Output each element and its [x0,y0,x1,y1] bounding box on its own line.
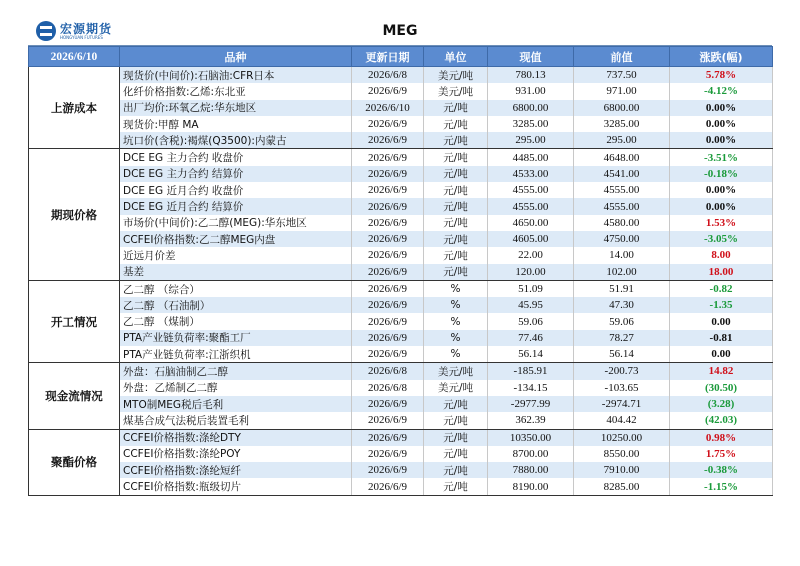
unit-cell: % [424,280,488,297]
table-row [29,116,773,132]
change-cell: 0.00% [670,182,773,198]
update-date-cell: 2026/6/9 [352,116,424,132]
previous-value-cell: 6800.00 [574,100,670,116]
previous-value-cell: -2974.71 [574,396,670,412]
current-value-cell: 4485.00 [488,149,574,166]
previous-value-cell: 51.91 [574,280,670,297]
previous-value-cell: 3285.00 [574,116,670,132]
category-cell: 开工情况 [29,280,120,362]
previous-value-cell: 102.00 [574,264,670,281]
table-row [29,215,773,231]
change-cell: (3.28) [670,396,773,412]
unit-cell: 美元/吨 [424,380,488,396]
update-date-cell: 2026/6/9 [352,132,424,149]
unit-cell: 元/吨 [424,231,488,247]
report-title: MEG [382,23,418,39]
current-value-cell: 295.00 [488,132,574,149]
update-date-cell: 2026/6/9 [352,182,424,198]
table-row [29,83,773,99]
change-cell: 0.98% [670,429,773,446]
change-cell: -1.35 [670,297,773,313]
change-cell: 1.75% [670,446,773,462]
table-body [29,67,773,496]
update-date-cell: 2026/6/9 [352,231,424,247]
table-row [29,412,773,429]
current-value-cell: 6800.00 [488,100,574,116]
table-row [29,198,773,214]
previous-value-cell: -103.65 [574,380,670,396]
table-row [29,478,773,495]
previous-value-cell: 56.14 [574,346,670,363]
current-value-cell: 10350.00 [488,429,574,446]
update-date-cell: 2026/6/9 [352,280,424,297]
table-row [29,247,773,263]
change-cell: 0.00% [670,198,773,214]
report-sheet [28,17,772,496]
unit-cell: 元/吨 [424,412,488,429]
header-current: 现值 [488,47,574,67]
unit-cell: % [424,297,488,313]
table-row [29,429,773,446]
update-date-cell: 2026/6/9 [352,446,424,462]
update-date-cell: 2026/6/9 [352,412,424,429]
item-name-cell: 乙二醇 （综合） [120,280,352,297]
change-cell: (30.50) [670,380,773,396]
update-date-cell: 2026/6/9 [352,462,424,478]
change-cell: -4.12% [670,83,773,99]
current-value-cell: 8190.00 [488,478,574,495]
table-row [29,297,773,313]
previous-value-cell: 14.00 [574,247,670,263]
unit-cell: 元/吨 [424,462,488,478]
previous-value-cell: 4555.00 [574,198,670,214]
item-name-cell: PTA产业链负荷率:聚酯工厂 [120,330,352,346]
item-name-cell: DCE EG 主力合约 结算价 [120,166,352,182]
item-name-cell: 外盘：乙烯制乙二醇 [120,380,352,396]
item-name-cell: 出厂均价:环氧乙烷:华东地区 [120,100,352,116]
item-name-cell: MTO制MEG税后毛利 [120,396,352,412]
item-name-cell: 基差 [120,264,352,281]
current-value-cell: 59.06 [488,313,574,329]
table-row [29,182,773,198]
previous-value-cell: 78.27 [574,330,670,346]
item-name-cell: 现货价(中间价):石脑油:CFR日本 [120,67,352,84]
change-cell: 14.82 [670,363,773,380]
change-cell: 18.00 [670,264,773,281]
report-header [28,17,772,46]
update-date-cell: 2026/6/9 [352,198,424,214]
update-date-cell: 2026/6/9 [352,330,424,346]
unit-cell: % [424,346,488,363]
previous-value-cell: 4580.00 [574,215,670,231]
current-value-cell: 120.00 [488,264,574,281]
previous-value-cell: 4541.00 [574,166,670,182]
current-value-cell: 362.39 [488,412,574,429]
table-row [29,132,773,149]
category-cell: 期现价格 [29,149,120,280]
current-value-cell: 4605.00 [488,231,574,247]
update-date-cell: 2026/6/9 [352,264,424,281]
table-row [29,380,773,396]
current-value-cell: 931.00 [488,83,574,99]
table-row [29,330,773,346]
logo-subtext: HONGYUAN FUTURES [60,34,103,40]
previous-value-cell: 971.00 [574,83,670,99]
update-date-cell: 2026/6/8 [352,380,424,396]
unit-cell: 元/吨 [424,182,488,198]
data-table [28,46,773,496]
table-row [29,166,773,182]
previous-value-cell: 7910.00 [574,462,670,478]
current-value-cell: 8700.00 [488,446,574,462]
item-name-cell: CCFEI价格指数:涤纶POY [120,446,352,462]
current-value-cell: 4650.00 [488,215,574,231]
update-date-cell: 2026/6/9 [352,83,424,99]
unit-cell: 美元/吨 [424,67,488,84]
previous-value-cell: 295.00 [574,132,670,149]
change-cell: 0.00% [670,116,773,132]
unit-cell: 元/吨 [424,100,488,116]
previous-value-cell: 59.06 [574,313,670,329]
category-cell: 现金流情况 [29,363,120,429]
previous-value-cell: -200.73 [574,363,670,380]
item-name-cell: 坑口价(含税):褐煤(Q3500):内蒙古 [120,132,352,149]
header-date: 2026/6/10 [29,47,120,67]
current-value-cell: 780.13 [488,67,574,84]
current-value-cell: 56.14 [488,346,574,363]
unit-cell: 元/吨 [424,478,488,495]
current-value-cell: 4533.00 [488,166,574,182]
unit-cell: 元/吨 [424,166,488,182]
header-unit: 单位 [424,47,488,67]
previous-value-cell: 47.30 [574,297,670,313]
previous-value-cell: 8550.00 [574,446,670,462]
item-name-cell: 市场价(中间价):乙二醇(MEG):华东地区 [120,215,352,231]
update-date-cell: 2026/6/9 [352,396,424,412]
item-name-cell: DCE EG 近月合约 收盘价 [120,182,352,198]
category-cell: 聚酯价格 [29,429,120,495]
update-date-cell: 2026/6/9 [352,215,424,231]
table-row [29,280,773,297]
current-value-cell: 4555.00 [488,198,574,214]
unit-cell: 元/吨 [424,429,488,446]
unit-cell: % [424,313,488,329]
logo-text: 宏源期货 [60,21,113,36]
change-cell: -3.05% [670,231,773,247]
header-previous: 前值 [574,47,670,67]
item-name-cell: DCE EG 主力合约 收盘价 [120,149,352,166]
unit-cell: 元/吨 [424,446,488,462]
item-name-cell: CCFEI价格指数:瓶级切片 [120,478,352,495]
change-cell: -3.51% [670,149,773,166]
header-change: 涨跌(幅) [670,47,773,67]
change-cell: 0.00 [670,313,773,329]
change-cell: -0.82 [670,280,773,297]
unit-cell: 元/吨 [424,215,488,231]
current-value-cell: 4555.00 [488,182,574,198]
item-name-cell: CCFEI价格指数:涤纶DTY [120,429,352,446]
unit-cell: 美元/吨 [424,83,488,99]
previous-value-cell: 737.50 [574,67,670,84]
current-value-cell: 45.95 [488,297,574,313]
update-date-cell: 2026/6/9 [352,346,424,363]
change-cell: 0.00% [670,132,773,149]
item-name-cell: 煤基合成气法税后装置毛利 [120,412,352,429]
previous-value-cell: 4648.00 [574,149,670,166]
item-name-cell: 乙二醇 （煤制） [120,313,352,329]
update-date-cell: 2026/6/8 [352,363,424,380]
table-row [29,67,773,84]
table-row [29,149,773,166]
table-header-row [29,47,773,67]
item-name-cell: 现货价:甲醇 MA [120,116,352,132]
previous-value-cell: 4750.00 [574,231,670,247]
previous-value-cell: 4555.00 [574,182,670,198]
current-value-cell: 7880.00 [488,462,574,478]
unit-cell: % [424,330,488,346]
item-name-cell: 近远月价差 [120,247,352,263]
unit-cell: 元/吨 [424,264,488,281]
item-name-cell: CCFEI价格指数:乙二醇MEG内盘 [120,231,352,247]
item-name-cell: PTA产业链负荷率:江浙织机 [120,346,352,363]
unit-cell: 元/吨 [424,132,488,149]
update-date-cell: 2026/6/10 [352,100,424,116]
unit-cell: 元/吨 [424,396,488,412]
table-row [29,363,773,380]
table-row [29,100,773,116]
item-name-cell: 乙二醇 （石油制） [120,297,352,313]
current-value-cell: -134.15 [488,380,574,396]
change-cell: -0.81 [670,330,773,346]
header-name: 品种 [120,47,352,67]
table-row [29,462,773,478]
update-date-cell: 2026/6/9 [352,149,424,166]
change-cell: 0.00 [670,346,773,363]
change-cell: -1.15% [670,478,773,495]
item-name-cell: 外盘：石脑油制乙二醇 [120,363,352,380]
update-date-cell: 2026/6/9 [352,478,424,495]
unit-cell: 元/吨 [424,198,488,214]
unit-cell: 元/吨 [424,247,488,263]
current-value-cell: 22.00 [488,247,574,263]
item-name-cell: CCFEI价格指数:涤纶短纤 [120,462,352,478]
change-cell: 0.00% [670,100,773,116]
table-row [29,446,773,462]
update-date-cell: 2026/6/9 [352,297,424,313]
change-cell: 5.78% [670,67,773,84]
header-updated: 更新日期 [352,47,424,67]
change-cell: -0.18% [670,166,773,182]
table-row [29,396,773,412]
current-value-cell: -185.91 [488,363,574,380]
change-cell: 1.53% [670,215,773,231]
previous-value-cell: 8285.00 [574,478,670,495]
change-cell: -0.38% [670,462,773,478]
update-date-cell: 2026/6/9 [352,429,424,446]
current-value-cell: 51.09 [488,280,574,297]
current-value-cell: -2977.99 [488,396,574,412]
update-date-cell: 2026/6/9 [352,247,424,263]
change-cell: 8.00 [670,247,773,263]
item-name-cell: 化纤价格指数:乙烯:东北亚 [120,83,352,99]
unit-cell: 元/吨 [424,116,488,132]
category-cell: 上游成本 [29,67,120,149]
unit-cell: 美元/吨 [424,363,488,380]
change-cell: (42.03) [670,412,773,429]
previous-value-cell: 404.42 [574,412,670,429]
table-row [29,346,773,363]
current-value-cell: 3285.00 [488,116,574,132]
update-date-cell: 2026/6/9 [352,313,424,329]
previous-value-cell: 10250.00 [574,429,670,446]
update-date-cell: 2026/6/9 [352,166,424,182]
table-row [29,313,773,329]
table-row [29,231,773,247]
unit-cell: 元/吨 [424,149,488,166]
item-name-cell: DCE EG 近月合约 结算价 [120,198,352,214]
update-date-cell: 2026/6/8 [352,67,424,84]
current-value-cell: 77.46 [488,330,574,346]
table-row [29,264,773,281]
